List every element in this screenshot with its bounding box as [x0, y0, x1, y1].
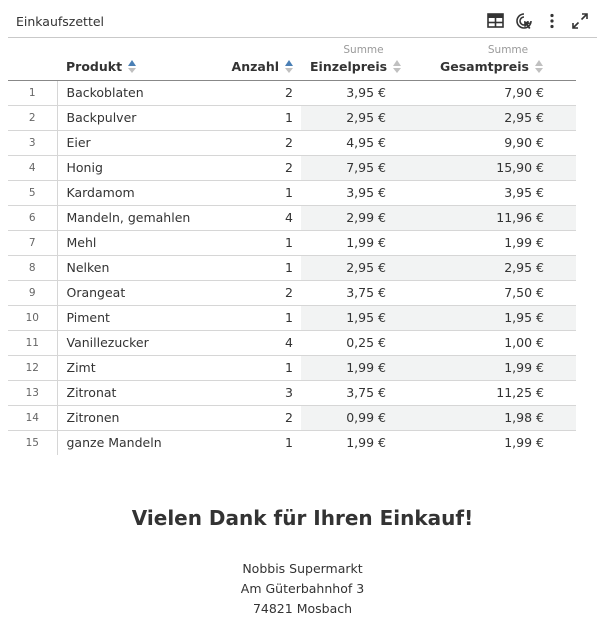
total-price-cell: 7,50 € [417, 280, 576, 305]
sort-none-icon[interactable] [393, 60, 401, 76]
unit-price-cell: 3,75 € [301, 380, 417, 405]
unit-price-cell: 2,95 € [301, 255, 417, 280]
table-header-row [8, 38, 576, 80]
more-options-button[interactable] [542, 11, 561, 30]
table-row[interactable] [8, 180, 576, 205]
product-header-label: Produkt [66, 59, 123, 74]
row-number: 14 [8, 405, 57, 430]
widget-header [8, 6, 597, 38]
table-row[interactable] [8, 355, 576, 380]
unit-price-cell: 4,95 € [301, 130, 417, 155]
product-cell: Mandeln, gemahlen [57, 205, 192, 230]
table-row[interactable] [8, 405, 576, 430]
column-header-unit-price[interactable] [301, 38, 417, 80]
row-number: 15 [8, 430, 57, 455]
table-row[interactable] [8, 130, 576, 155]
product-cell: Orangeat [57, 280, 192, 305]
unit-price-cell: 0,99 € [301, 405, 417, 430]
total-price-cell: 11,25 € [417, 380, 576, 405]
thank-you-message: Vielen Dank für Ihren Einkauf! [131, 506, 474, 530]
store-street: Am Güterbahnhof 3 [240, 581, 365, 596]
total-price-cell: 1,99 € [417, 230, 576, 255]
table-view-button[interactable] [486, 11, 505, 30]
row-number: 12 [8, 355, 57, 380]
quantity-cell: 4 [192, 330, 301, 355]
total-price-cell: 1,00 € [417, 330, 576, 355]
quantity-cell: 2 [192, 155, 301, 180]
product-cell: Eier [57, 130, 192, 155]
total-price-cell: 1,98 € [417, 405, 576, 430]
widget-title: Einkaufszettel [16, 14, 105, 29]
product-cell: Zimt [57, 355, 192, 380]
unit-price-cell: 0,25 € [301, 330, 417, 355]
product-cell: Kardamom [57, 180, 192, 205]
table-row[interactable] [8, 305, 576, 330]
total-price-cell: 1,99 € [504, 435, 544, 451]
product-cell: Mehl [57, 230, 192, 255]
product-cell: ganze Mandeln [66, 435, 162, 451]
total-price-cell: 15,90 € [417, 155, 576, 180]
unit-price-cell: 1,99 € [301, 230, 417, 255]
quantity-cell: 3 [192, 380, 301, 405]
unit-price-cell: 1,99 € [346, 435, 386, 451]
unit-price-header-label: Einzelpreis [310, 59, 388, 74]
quantity-cell: 1 [192, 230, 301, 255]
quantity-cell: 2 [192, 280, 301, 305]
unit-price-cell: 7,95 € [301, 155, 417, 180]
total-price-cell: 1,95 € [417, 305, 576, 330]
unit-price-cell: 2,99 € [301, 205, 417, 230]
total-price-cell: 2,95 € [417, 105, 576, 130]
total-price-cell: 9,90 € [417, 130, 576, 155]
row-number: 2 [8, 105, 57, 130]
total-price-aggregation-label: Summe [487, 44, 529, 56]
total-price-cell: 2,95 € [417, 255, 576, 280]
quantity-cell: 4 [192, 205, 301, 230]
shopping-table [8, 38, 576, 455]
table-row[interactable] [8, 255, 576, 280]
sort-asc-icon[interactable] [285, 60, 293, 76]
product-cell: Nelken [57, 255, 192, 280]
table-row[interactable] [8, 105, 576, 130]
product-cell: Zitronen [57, 405, 192, 430]
row-number: 1 [8, 80, 57, 105]
quantity-cell: 1 [192, 105, 301, 130]
store-name: Nobbis Supermarkt [242, 561, 363, 576]
product-cell: Piment [57, 305, 192, 330]
row-number: 13 [8, 380, 57, 405]
store-city: 74821 Mosbach [252, 601, 353, 616]
quantity-cell: 1 [192, 305, 301, 330]
unit-price-cell: 1,99 € [301, 355, 417, 380]
row-number-header [8, 38, 57, 80]
explore-data-icon [515, 12, 533, 30]
quantity-cell: 1 [285, 435, 293, 451]
row-number: 6 [8, 205, 57, 230]
table-row[interactable] [8, 330, 576, 355]
quantity-cell: 1 [192, 355, 301, 380]
product-cell: Backpulver [57, 105, 192, 130]
quantity-header-label: Anzahl [231, 59, 279, 74]
product-cell: Vanillezucker [57, 330, 192, 355]
table-row[interactable] [8, 280, 576, 305]
product-cell: Honig [57, 155, 192, 180]
sort-none-icon[interactable] [535, 60, 543, 76]
row-number: 4 [8, 155, 57, 180]
column-header-total-price[interactable] [417, 38, 576, 80]
row-number: 9 [8, 280, 57, 305]
unit-price-cell: 3,75 € [301, 280, 417, 305]
table-row[interactable] [8, 380, 576, 405]
unit-price-cell: 1,95 € [301, 305, 417, 330]
table-row[interactable] [8, 80, 576, 105]
row-number: 11 [8, 330, 57, 355]
quantity-cell: 2 [192, 130, 301, 155]
table-row[interactable] [8, 230, 576, 255]
total-price-header-label: Gesamtpreis [440, 59, 529, 74]
widget-toolbar [486, 11, 589, 30]
column-header-quantity[interactable] [192, 38, 301, 80]
quantity-cell: 1 [192, 255, 301, 280]
unit-price-aggregation-label: Summe [343, 44, 384, 56]
sort-asc-icon[interactable] [128, 60, 136, 76]
total-price-cell: 1,99 € [417, 355, 576, 380]
unit-price-cell: 2,95 € [301, 105, 417, 130]
product-cell: Zitronat [57, 380, 192, 405]
table-body [8, 80, 576, 455]
column-header-product[interactable] [57, 38, 192, 80]
unit-price-cell: 3,95 € [301, 180, 417, 205]
quantity-cell: 2 [192, 80, 301, 105]
row-number: 7 [8, 230, 57, 255]
table-row[interactable] [8, 155, 576, 180]
table-row[interactable] [8, 430, 576, 455]
total-price-cell: 11,96 € [417, 205, 576, 230]
store-address [0, 559, 605, 619]
quantity-cell: 1 [192, 180, 301, 205]
expand-button[interactable] [570, 11, 589, 30]
more-options-icon [549, 13, 555, 29]
expand-icon [572, 13, 588, 29]
total-price-cell: 3,95 € [417, 180, 576, 205]
product-cell: Backoblaten [57, 80, 192, 105]
row-number: 8 [8, 255, 57, 280]
row-number: 5 [8, 180, 57, 205]
table-view-icon [487, 13, 504, 28]
explore-data-button[interactable] [514, 11, 533, 30]
table-row[interactable] [8, 205, 576, 230]
total-price-cell: 7,90 € [417, 80, 576, 105]
row-number: 10 [8, 305, 57, 330]
row-number: 3 [8, 130, 57, 155]
unit-price-cell: 3,95 € [301, 80, 417, 105]
quantity-cell: 2 [192, 405, 301, 430]
